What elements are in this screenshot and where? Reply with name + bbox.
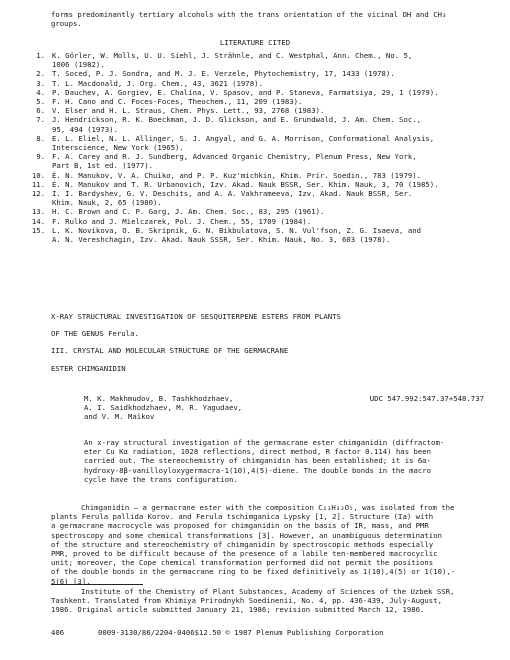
reference-item [18, 125, 473, 134]
abstract-line: An x-ray structural investigation of the germacrane ester chimganidin (diffractom- [84, 438, 445, 447]
reference-text: F. A. Carey and R. J. Sundberg, Advanced Organic Chemistry, Plenum Press, New York, [52, 152, 417, 162]
body-line: Chimganidin — a germacrane ester with the composition C₂₃H₃₂O₅, was isolated from the [81, 503, 455, 512]
reference-text: T. Soced, P. J. Sondra, and M. J. E. Verzele, Phytochemistry, 17, 1433 (1978). [52, 69, 395, 79]
article-title-line: X-RAY STRUCTURAL INVESTIGATION OF SESQUITERPENE ESTERS FROM PLANTS [51, 312, 341, 321]
footnote [51, 587, 472, 615]
body-line: of the double bonds in the germacrane ring to be fixed definitively as 1(10),4(5) or 1(10),- [51, 567, 456, 577]
reference-number: 9. [36, 152, 45, 162]
reference-item [18, 79, 473, 88]
reference-item [18, 69, 473, 78]
body-line: spectroscopy and some chemical transformations [3]. However, an unambiguous determination [51, 530, 442, 540]
reference-number: 14. [31, 216, 45, 226]
abstract-line: cycle have the trans configuration. [84, 474, 238, 484]
abstract-line: hydroxy-8β-vanilloyloxygermacra-1(10),4(5)-diene. The double bonds in the macro [84, 465, 432, 475]
reference-number: 8. [36, 133, 45, 143]
reference-text: H. C. Brown and C. P. Garg, J. Am. Chem. Soc., 83, 295 (1961). [52, 207, 325, 217]
reference-item [18, 134, 473, 143]
body-line: PMR, proved to be difficult because of the presence of a labile ten-membered macrocyclic [51, 549, 438, 559]
reference-text: P. Dauchev, A. Gorgiev, E. Chalina, V. Spasov, and P. Staneva, Farmatsiya, 29, 1 (1979). [52, 87, 439, 97]
reference-number: 6. [36, 106, 45, 116]
reference-item [18, 161, 473, 170]
body-paragraph [51, 503, 472, 586]
literature-cited-heading: LITERATURE CITED [219, 38, 291, 47]
article-title-line: OF THE GENUS Ferula. [51, 329, 139, 339]
footnote-line: Institute of the Chemistry of Plant Substances, Academy of Sciences of the Uzbek SSR, [81, 587, 455, 596]
reference-number [18, 235, 52, 244]
udc-code: UDC 547.992:547.37+548.737 [369, 394, 484, 403]
abstract [84, 438, 472, 484]
reference-text: L. K. Novikova, O. B. Skripnik, G. N. Bikbulatova, S. N. Vul'fson, Z. G. Isaeva, and [52, 225, 422, 235]
body-line: 5(6) [3]. [51, 576, 91, 586]
reference-item [18, 152, 473, 161]
reference-text: Part B, 1st ed. (1977). [52, 161, 154, 171]
page-number: 406 [51, 628, 65, 637]
reference-number: 1. [36, 51, 45, 60]
reference-number: 5. [36, 97, 45, 107]
reference-number: 12. [31, 189, 45, 199]
reference-number [18, 125, 52, 134]
intro-line: groups. [51, 19, 82, 29]
author-line: M. K. Makhmudov, B. Tashkhodzhaev, [84, 394, 234, 403]
footnote-rule [51, 584, 143, 585]
article-title-line: ESTER CHIMGANIDIN [51, 363, 126, 373]
reference-item [18, 198, 473, 207]
reference-number: 4. [36, 87, 45, 97]
reference-item [18, 115, 473, 124]
body-line: of the structure and stereochemistry of chimganidin by spectroscopic methods especially [51, 539, 434, 549]
reference-item [18, 88, 473, 97]
reference-item [18, 235, 473, 244]
reference-number: 10. [31, 170, 45, 180]
reference-number: 13. [31, 207, 45, 217]
reference-item [18, 180, 473, 189]
reference-number: 11. [31, 179, 45, 189]
reference-text: F. H. Cano and C. Foces-Foces, Theochem., 11, 209 (1983). [52, 97, 303, 107]
reference-number [18, 60, 52, 69]
abstract-line: carried out. The stereochemistry of chimganidin has been established; it is 6α- [84, 456, 432, 466]
reference-text: Interscience, New York (1965). [52, 143, 184, 153]
reference-text: Ė. N. Manukov and T. R. Urbanovich, Izv. Akad. Nauk BSSR, Ser. Khim. Nauk, 3, 70 (1985). [52, 179, 439, 189]
reference-text: Khim. Nauk, 2, 65 (1980). [52, 198, 162, 208]
reference-item [18, 60, 473, 69]
reference-text: J. Hendrickson, R. K. Boeckman, J. D. Glickson, and E. Grundwald, J. Am. Chem. Soc., [52, 115, 422, 125]
article-title-line: III. CRYSTAL AND MOLECULAR STRUCTURE OF THE GERMACRANE [51, 346, 289, 356]
body-line: a germacrane macrocycle was proposed for chimganidin on the basis of IR, mass, and PMR [51, 521, 429, 531]
footnote-line: 1986. Original article submitted January 21, 1986; revision submitted March 12, 1986. [51, 605, 425, 615]
reference-text: E. L. Eliel, N. L. Allinger, S. J. Angyal, and G. A. Morrison, Conformational Analysis, [52, 133, 435, 143]
reference-item [18, 207, 473, 216]
body-line: unit; moreover, the Cope chemical transformation performed did not permit the positions [51, 558, 434, 568]
reference-number [18, 143, 52, 152]
reference-number [18, 161, 52, 170]
reference-text: V. Elser and H. L. Straus, Chem. Phys. Lett., 93, 2768 (1983). [52, 106, 325, 116]
reference-list [18, 51, 473, 244]
reference-item [18, 189, 473, 198]
intro-paragraph [51, 10, 471, 28]
reference-item [18, 51, 473, 60]
reference-item [18, 217, 473, 226]
reference-number: 7. [36, 115, 45, 125]
reference-text: A. N. Vereshchagin, Izv. Akad. Nauk SSSR, Ser. Khim. Nauk, No. 3, 603 (1978). [52, 235, 391, 245]
reference-number [18, 198, 52, 207]
reference-text: I. I. Bardyshev, G. V. Deschits, and A. A. Vakhrameeva, Izv. Akad. Nauk BSSR, Ser. [52, 189, 413, 199]
reference-item [18, 106, 473, 115]
author-line: A. I. Saidkhodzhaev, M. R. Yagudaev, [84, 403, 243, 413]
article-title [51, 308, 471, 377]
reference-text: T. L. Macdonald, J. Org. Chem., 43, 3621 (1978). [52, 78, 263, 88]
reference-number: 2. [36, 69, 45, 79]
copyright-line: 0009-3130/86/2204-0406$12.50 © 1987 Plenum Publishing Corporation [98, 628, 384, 637]
footnote-line: Tashkent. Translated from Khimiya Prirodnykh Soedinenii, No. 4, pp. 436-439, July-August, [51, 596, 442, 606]
reference-text: 1006 (1982). [52, 60, 105, 70]
abstract-line: eter Cu Kα radiation, 1028 reflections, direct method, R factor 0.114) has been [84, 447, 432, 457]
reference-text: K. Görler, W. Molls, U. U. Siehl, J. Strähnle, and C. Westphal, Ann. Chem., No. 5, [52, 51, 413, 60]
reference-number: 3. [36, 78, 45, 88]
author-list [84, 394, 314, 422]
reference-item [18, 143, 473, 152]
reference-text: Ė. N. Manukov, V. A. Chuiko, and P. P. Kuz'michkin, Khim. Prir. Soedin., 783 (1979). [52, 170, 422, 180]
intro-line: forms predominantly tertiary alcohols with the trans orientation of the vicinal OH and CH₃ [51, 10, 447, 19]
author-line: and V. M. Maikov [84, 412, 155, 422]
reference-item [18, 171, 473, 180]
body-line: plants Ferula pallida Korov. and Ferula tschimganica Lypsky [1, 2]. Structure (Ia) with [51, 512, 434, 522]
reference-text: F. Rulko and J. Mielczarek, Pol. J. Chem., 55, 1709 (1984). [52, 216, 312, 226]
reference-text: 95, 494 (1973). [52, 124, 118, 134]
reference-item [18, 97, 473, 106]
reference-item [18, 226, 473, 235]
reference-number: 15. [31, 225, 45, 235]
